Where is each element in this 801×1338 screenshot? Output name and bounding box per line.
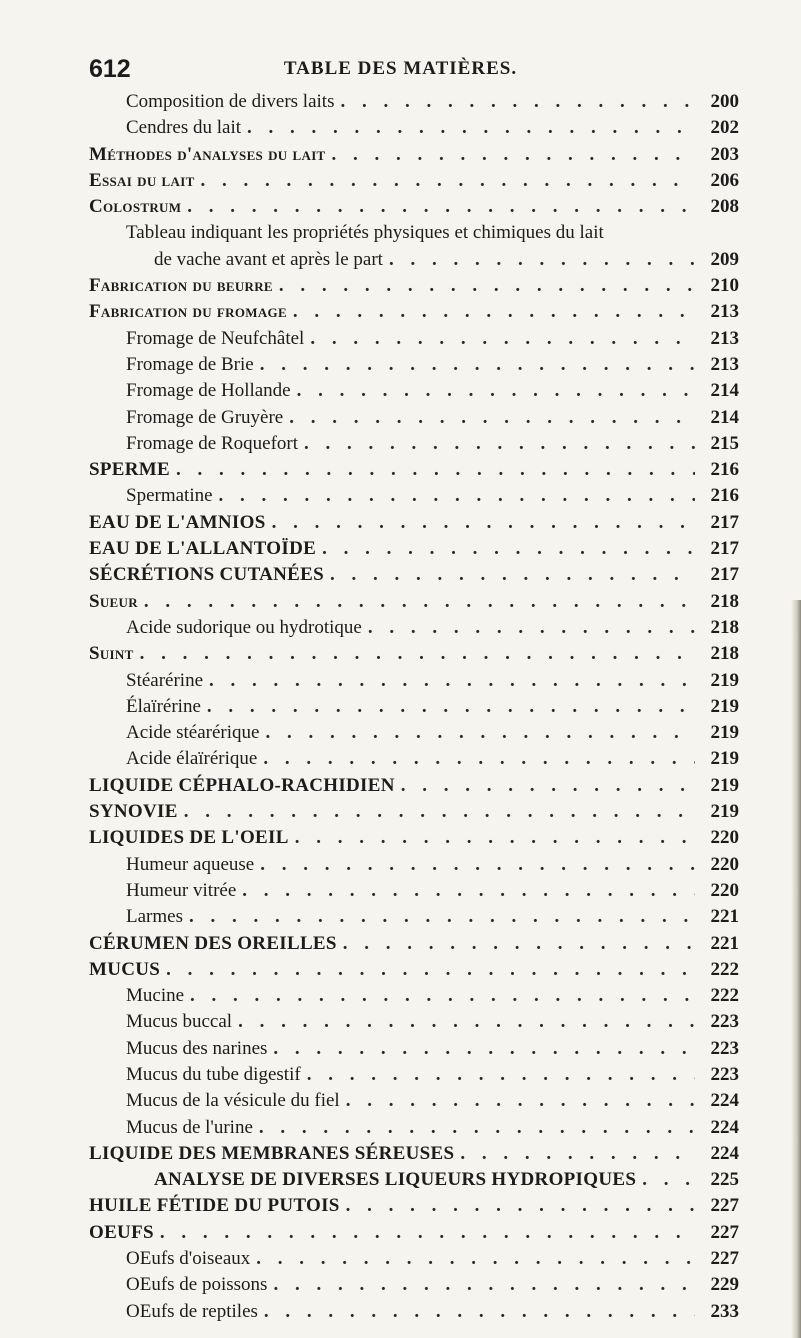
toc-entry-label: Humeur aqueuse — [126, 853, 255, 875]
toc-entry-page: 220 — [710, 853, 739, 875]
toc-entry-label: Mucine — [126, 985, 185, 1007]
dot-leader — [219, 483, 695, 509]
toc-entry-label: EAU DE L'AMNIOS — [89, 511, 266, 533]
toc-entry-page: 209 — [710, 248, 739, 270]
toc-entry — [0, 589, 801, 615]
dot-leader — [263, 746, 695, 772]
toc-entry-page: 213 — [710, 327, 739, 349]
toc-entry — [0, 1088, 801, 1114]
toc-entry-label: SYNOVIE — [89, 801, 178, 823]
toc-entry-label: Acide stéarérique — [126, 722, 260, 744]
toc-entry-label: OEufs de reptiles — [126, 1300, 258, 1322]
toc-entry — [0, 299, 801, 325]
dot-leader — [259, 1115, 695, 1141]
dot-leader — [310, 326, 695, 352]
toc-entry-page: 218 — [710, 616, 739, 638]
toc-entry — [0, 115, 801, 141]
toc-entry-page: 229 — [710, 1274, 739, 1296]
toc-entry-page: 224 — [710, 1116, 739, 1138]
toc-entry-page: 221 — [710, 932, 739, 954]
dot-leader — [265, 720, 695, 746]
dot-leader — [293, 299, 695, 325]
toc-entry — [0, 510, 801, 536]
running-title: TABLE DES MATIÈRES. — [283, 58, 518, 79]
toc-entry — [0, 746, 801, 772]
toc-entry-label: HUILE FÉTIDE DU PUTOIS — [89, 1195, 340, 1217]
dot-leader — [260, 352, 695, 378]
toc-entry-label: Fromage de Gruyère — [126, 406, 284, 428]
toc-entry-label: LIQUIDES DE L'OEIL — [89, 827, 289, 849]
toc-entry-page: 227 — [710, 1195, 739, 1217]
toc-entry-page: 217 — [710, 538, 739, 560]
dot-leader — [460, 1141, 695, 1167]
dot-leader — [322, 536, 695, 562]
toc-entry-page: 221 — [710, 906, 739, 928]
dot-leader — [368, 615, 695, 641]
toc-entry-page: 219 — [710, 748, 739, 770]
toc-entry — [0, 641, 801, 667]
dot-leader — [346, 1088, 695, 1114]
toc-entry — [0, 352, 801, 378]
toc-entry — [0, 773, 801, 799]
dot-leader — [289, 405, 695, 431]
toc-entry-page: 224 — [710, 1090, 739, 1112]
page-header — [0, 49, 801, 89]
dot-leader — [297, 378, 695, 404]
toc-entry-label: Spermatine — [126, 485, 213, 507]
toc-entry-label: ANALYSE DE DIVERSES LIQUEURS HYDROPIQUES — [154, 1169, 637, 1191]
toc-entry — [0, 825, 801, 851]
toc-entry-label: LIQUIDE CÉPHALO-RACHIDIEN — [89, 774, 395, 796]
toc-entry — [0, 720, 801, 746]
toc-entry — [0, 405, 801, 431]
toc-entry-label: OEUFS — [89, 1221, 154, 1243]
toc-entry — [0, 326, 801, 352]
toc-entry — [0, 1036, 801, 1062]
dot-leader — [343, 931, 695, 957]
toc-entry — [0, 1141, 801, 1167]
dot-leader — [346, 1193, 695, 1219]
toc-entry-page: 203 — [710, 143, 739, 165]
toc-entry-label: LIQUIDE DES MEMBRANES SÉREUSES — [89, 1142, 455, 1164]
toc-entry-label: SPERME — [89, 459, 170, 481]
toc-entry — [0, 168, 801, 194]
toc-entry-label: Colostrum — [89, 196, 182, 218]
dot-leader — [330, 562, 695, 588]
toc-entry-page: 223 — [710, 1063, 739, 1085]
dot-leader — [642, 1167, 695, 1193]
toc-entry — [0, 1272, 801, 1298]
toc-entry-page: 220 — [710, 827, 739, 849]
toc-entry — [0, 142, 801, 168]
toc-entry-page: 227 — [710, 1248, 739, 1270]
dot-leader — [307, 1062, 695, 1088]
toc-entry-label-continued: de vache avant et après le part — [154, 248, 383, 270]
toc-entry — [0, 536, 801, 562]
toc-entry-label: Fabrication du beurre — [89, 275, 273, 297]
toc-entry — [0, 957, 801, 983]
toc-entry-page: 225 — [710, 1169, 739, 1191]
dot-leader — [273, 1036, 695, 1062]
toc-entry-label: SÉCRÉTIONS CUTANÉES — [89, 564, 324, 586]
toc-entry — [0, 799, 801, 825]
toc-entry-page: 227 — [710, 1221, 739, 1243]
dot-leader — [340, 89, 695, 115]
dot-leader — [401, 773, 695, 799]
toc-entry — [0, 1115, 801, 1141]
toc-entry-label: Tableau indiquant les propriétés physiques et chimiques du lait — [126, 222, 604, 244]
toc-entry-page: 206 — [710, 169, 739, 191]
toc-entry — [0, 1299, 801, 1325]
toc-entry-label: Composition de divers laits — [126, 91, 335, 112]
toc-entry-page: 216 — [710, 459, 739, 481]
toc-entry-label: Fromage de Roquefort — [126, 432, 299, 454]
dot-leader — [260, 852, 695, 878]
toc-entry-page: 214 — [710, 380, 739, 402]
toc-entry-label: Sueur — [89, 590, 138, 612]
toc-entry-page: 223 — [710, 1011, 739, 1033]
dot-leader — [184, 799, 695, 825]
toc-entry-label: Essai du lait — [89, 169, 195, 191]
dot-leader — [160, 1220, 695, 1246]
toc-entry — [0, 1246, 801, 1272]
dot-leader — [190, 983, 695, 1009]
dot-leader — [256, 1246, 695, 1272]
toc-entry-label: Mucus du tube digestif — [126, 1063, 301, 1085]
dot-leader — [189, 904, 695, 930]
toc-entry-page: 202 — [710, 117, 739, 139]
toc-entry-label: Mucus des narines — [126, 1037, 268, 1059]
toc-entry-label: MUCUS — [89, 958, 161, 980]
dot-leader — [279, 273, 695, 299]
toc-entry-label: OEufs de poissons — [126, 1274, 268, 1296]
toc-entry — [0, 983, 801, 1009]
toc-entry-page: 219 — [710, 774, 739, 796]
toc-entry-label: CÉRUMEN DES OREILLES — [89, 932, 337, 954]
dot-leader — [187, 194, 695, 220]
toc-entry — [0, 378, 801, 404]
toc-entry — [0, 694, 801, 720]
toc-entry — [0, 931, 801, 957]
toc-entry-page: 217 — [710, 564, 739, 586]
dot-leader — [176, 457, 695, 483]
toc-entry-label: Mucus de l'urine — [126, 1116, 253, 1138]
dot-leader — [207, 694, 695, 720]
toc-entry-label: Méthodes d'analyses du lait — [89, 143, 326, 165]
dot-leader — [389, 247, 695, 273]
toc-entry-continuation — [126, 247, 739, 273]
toc-entry — [0, 431, 801, 457]
toc-entry-label: Mucus de la vésicule du fiel — [126, 1090, 340, 1112]
toc-entry-page: 200 — [710, 91, 739, 112]
toc-entry — [0, 904, 801, 930]
toc-entry-page: 223 — [710, 1037, 739, 1059]
dot-leader — [273, 1272, 695, 1298]
toc-entry-label: Humeur vitrée — [126, 879, 237, 901]
page-edge-shadow — [791, 600, 801, 1338]
toc-entry-label: Acide sudorique ou hydrotique — [126, 616, 362, 638]
dot-leader — [238, 1009, 695, 1035]
toc-entry-label: Mucus buccal — [126, 1011, 233, 1033]
dot-leader — [209, 668, 695, 694]
toc-entry — [0, 273, 801, 299]
toc-entry-page: 217 — [710, 511, 739, 533]
toc-entry — [0, 483, 801, 509]
toc-entry-page: 219 — [710, 669, 739, 691]
toc-entry — [0, 1009, 801, 1035]
dot-leader — [332, 142, 695, 168]
dot-leader — [144, 589, 695, 615]
dot-leader — [166, 957, 695, 983]
toc-entry-label: Larmes — [126, 906, 183, 928]
dot-leader — [304, 431, 695, 457]
page-number: 612 — [89, 55, 131, 83]
toc-entry — [0, 1167, 801, 1193]
toc-entry — [0, 615, 801, 641]
dot-leader — [295, 825, 695, 851]
toc-entry — [0, 1193, 801, 1219]
toc-entry-page: 210 — [710, 275, 739, 297]
dot-leader — [242, 878, 695, 904]
dot-leader — [272, 510, 695, 536]
toc-entry-page: 213 — [710, 353, 739, 375]
toc-entry-page: 219 — [710, 801, 739, 823]
toc-entry — [0, 852, 801, 878]
toc-entry — [0, 89, 801, 115]
toc-entry-label: OEufs d'oiseaux — [126, 1248, 251, 1270]
toc-entry-label: Fromage de Neufchâtel — [126, 327, 305, 349]
toc-entry — [0, 562, 801, 588]
toc-entry-page: 218 — [710, 643, 739, 665]
toc-entry-label: Élaïrérine — [126, 695, 201, 717]
toc-entry-page: 213 — [710, 301, 739, 323]
toc-entry-label: Cendres du lait — [126, 117, 242, 139]
dot-leader — [140, 641, 695, 667]
toc-entry-label: Fabrication du fromage — [89, 301, 287, 323]
toc-entry — [0, 457, 801, 483]
toc-entry-page: 224 — [710, 1142, 739, 1164]
toc-entry-label: EAU DE L'ALLANTOÏDE — [89, 538, 317, 560]
toc-entry-label: Fromage de Brie — [126, 353, 254, 375]
toc-entry-page: 222 — [710, 958, 739, 980]
toc-entry-page: 233 — [710, 1300, 739, 1322]
toc-entry-page: 215 — [710, 432, 739, 454]
toc-entry-page: 219 — [710, 695, 739, 717]
toc-entry-label: Suint — [89, 643, 134, 665]
toc-entry — [0, 1062, 801, 1088]
dot-leader — [264, 1299, 695, 1325]
toc-entry-label: Stéarérine — [126, 669, 204, 691]
toc-entry-label: Fromage de Hollande — [126, 380, 291, 402]
table-of-contents — [0, 89, 801, 1325]
toc-entry-page: 218 — [710, 590, 739, 612]
dot-leader — [201, 168, 695, 194]
toc-entry-page: 220 — [710, 879, 739, 901]
toc-entry — [0, 668, 801, 694]
toc-entry-page: 219 — [710, 722, 739, 744]
dot-leader — [247, 115, 695, 141]
toc-entry-page: 214 — [710, 406, 739, 428]
toc-entry — [0, 1220, 801, 1246]
toc-entry-label: Acide élaïrérique — [126, 748, 258, 770]
toc-entry-page: 208 — [710, 196, 739, 218]
toc-entry-page: 216 — [710, 485, 739, 507]
toc-entry — [0, 220, 801, 273]
toc-entry — [0, 194, 801, 220]
toc-entry — [0, 878, 801, 904]
toc-entry-page: 222 — [710, 985, 739, 1007]
